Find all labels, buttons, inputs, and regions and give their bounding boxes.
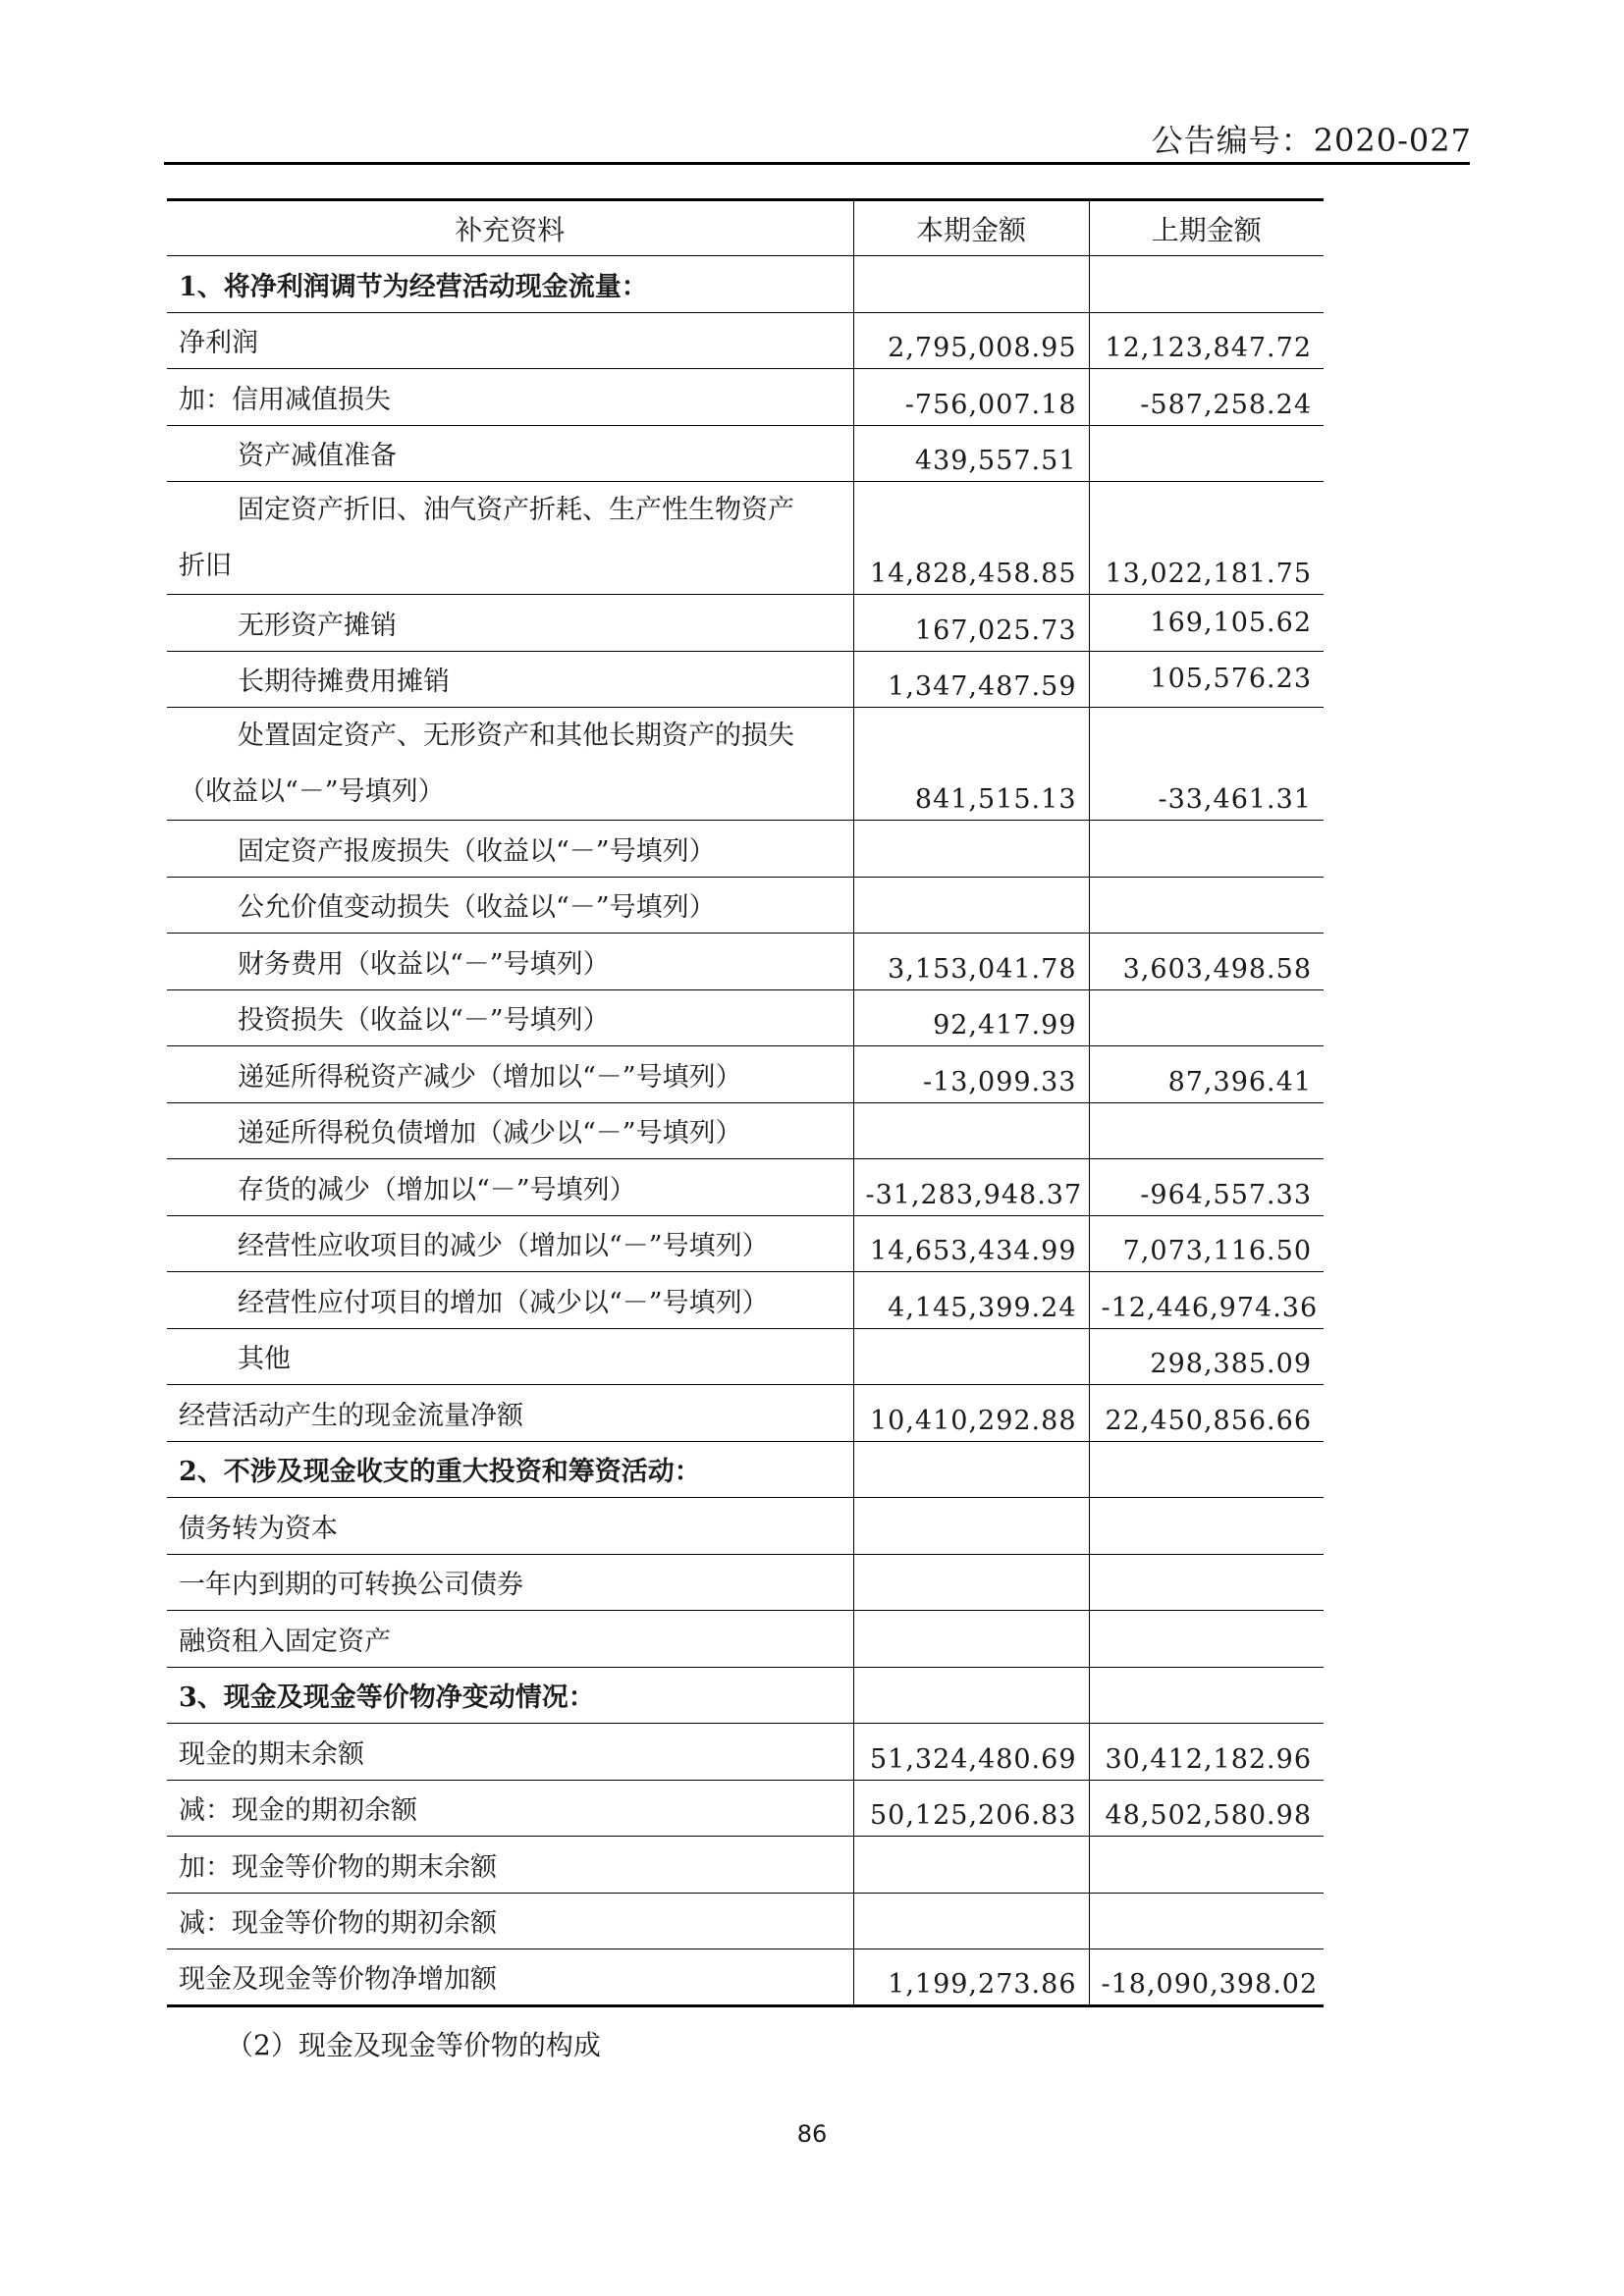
current-period-amount — [853, 1441, 1089, 1498]
row-label: 1、将净利润调节为经营活动现金流量： — [167, 256, 853, 313]
table-row — [167, 256, 1324, 313]
row-label: 债务转为资本 — [167, 1498, 853, 1555]
table-row — [167, 1498, 1324, 1555]
previous-period-amount — [1089, 821, 1324, 878]
current-period-amount — [853, 821, 1089, 878]
table-row — [167, 369, 1324, 426]
current-period-amount — [853, 1837, 1089, 1894]
row-label: 现金的期末余额 — [167, 1724, 853, 1781]
row-label: 一年内到期的可转换公司债券 — [167, 1554, 853, 1611]
current-period-amount: 14,828,458.85 — [853, 482, 1089, 595]
row-label: 减：现金等价物的期初余额 — [167, 1893, 853, 1949]
section-caption: （2）现金及现金等价物的构成 — [226, 2029, 601, 2061]
current-period-amount — [853, 1102, 1089, 1159]
table-row — [167, 1724, 1324, 1781]
current-period-amount: -31,283,948.37 — [853, 1159, 1089, 1216]
table-row — [167, 312, 1324, 369]
table-row — [167, 595, 1324, 652]
table-row — [167, 1780, 1324, 1837]
row-label: 资产减值准备 — [167, 425, 853, 482]
row-label: 经营活动产生的现金流量净额 — [167, 1385, 853, 1442]
previous-period-amount: 22,450,856.66 — [1089, 1385, 1324, 1442]
table-row — [167, 1667, 1324, 1724]
previous-period-amount: -18,090,398.02 — [1089, 1949, 1324, 2006]
table-row — [167, 1554, 1324, 1611]
table-row — [167, 1837, 1324, 1894]
row-label: 现金及现金等价物净增加额 — [167, 1949, 853, 2006]
current-period-amount: 10,410,292.88 — [853, 1385, 1089, 1442]
table-row — [167, 1385, 1324, 1442]
supplementary-cashflow-table — [167, 198, 1324, 2007]
previous-period-amount: -33,461.31 — [1089, 708, 1324, 821]
previous-period-amount — [1089, 256, 1324, 313]
table-row — [167, 1215, 1324, 1272]
current-period-amount: 50,125,206.83 — [853, 1780, 1089, 1837]
row-label: 加：现金等价物的期末余额 — [167, 1837, 853, 1894]
table-row — [167, 1046, 1324, 1103]
row-label: 无形资产摊销 — [167, 595, 853, 652]
previous-period-amount — [1089, 877, 1324, 934]
current-period-amount — [853, 256, 1089, 313]
previous-period-amount — [1089, 989, 1324, 1046]
table-row — [167, 708, 1324, 821]
current-period-amount — [853, 1667, 1089, 1724]
previous-period-amount: 12,123,847.72 — [1089, 312, 1324, 369]
table-header-row — [167, 200, 1324, 256]
row-label: 投资损失（收益以“－”号填列） — [167, 989, 853, 1046]
current-period-amount: 841,515.13 — [853, 708, 1089, 821]
table-row — [167, 1159, 1324, 1216]
table-row — [167, 1328, 1324, 1385]
announcement-number: 公告编号：2020-027 — [1151, 122, 1472, 159]
previous-period-amount — [1089, 1498, 1324, 1555]
previous-period-amount — [1089, 1102, 1324, 1159]
page-number: 86 — [796, 2120, 828, 2148]
row-label: 递延所得税负债增加（减少以“－”号填列） — [167, 1102, 853, 1159]
previous-period-amount — [1089, 1837, 1324, 1894]
previous-period-amount: 48,502,580.98 — [1089, 1780, 1324, 1837]
current-period-amount: 51,324,480.69 — [853, 1724, 1089, 1781]
row-label: 减：现金的期初余额 — [167, 1780, 853, 1837]
table-row — [167, 821, 1324, 878]
previous-period-amount — [1089, 1893, 1324, 1949]
current-period-amount: 1,199,273.86 — [853, 1949, 1089, 2006]
table-row — [167, 1611, 1324, 1668]
current-period-amount — [853, 877, 1089, 934]
row-label: 存货的减少（增加以“－”号填列） — [167, 1159, 853, 1216]
previous-period-amount: 30,412,182.96 — [1089, 1724, 1324, 1781]
header-rule — [164, 162, 1470, 165]
table-row — [167, 1441, 1324, 1498]
row-label: 递延所得税资产减少（增加以“－”号填列） — [167, 1046, 853, 1103]
table-row — [167, 877, 1324, 934]
table-row — [167, 1272, 1324, 1329]
table-row — [167, 1102, 1324, 1159]
table-row — [167, 1949, 1324, 2006]
current-period-amount: 14,653,434.99 — [853, 1215, 1089, 1272]
previous-period-amount — [1089, 1611, 1324, 1668]
previous-period-amount: 298,385.09 — [1089, 1328, 1324, 1385]
previous-period-amount: 87,396.41 — [1089, 1046, 1324, 1103]
row-label: 固定资产折旧、油气资产折耗、生产性生物资产 折旧 — [167, 482, 853, 595]
row-label: 其他 — [167, 1328, 853, 1385]
row-label: 3、现金及现金等价物净变动情况： — [167, 1667, 853, 1724]
column-header-current: 本期金额 — [853, 200, 1089, 256]
table-row — [167, 425, 1324, 482]
current-period-amount: 1,347,487.59 — [853, 651, 1089, 708]
current-period-amount — [853, 1611, 1089, 1668]
table-row — [167, 1893, 1324, 1949]
previous-period-amount: 169,105.62 — [1089, 595, 1324, 652]
previous-period-amount: 105,576.23 — [1089, 651, 1324, 708]
table-row — [167, 482, 1324, 595]
row-label: 加：信用减值损失 — [167, 369, 853, 426]
previous-period-amount: -964,557.33 — [1089, 1159, 1324, 1216]
previous-period-amount: 13,022,181.75 — [1089, 482, 1324, 595]
current-period-amount: 167,025.73 — [853, 595, 1089, 652]
current-period-amount: -756,007.18 — [853, 369, 1089, 426]
column-header-item: 补充资料 — [167, 200, 853, 256]
current-period-amount: 2,795,008.95 — [853, 312, 1089, 369]
row-label: 经营性应付项目的增加（减少以“－”号填列） — [167, 1272, 853, 1329]
row-label: 2、不涉及现金收支的重大投资和筹资活动： — [167, 1441, 853, 1498]
previous-period-amount: 3,603,498.58 — [1089, 934, 1324, 990]
row-label: 处置固定资产、无形资产和其他长期资产的损失 （收益以“－”号填列） — [167, 708, 853, 821]
previous-period-amount — [1089, 1441, 1324, 1498]
current-period-amount: 439,557.51 — [853, 425, 1089, 482]
row-label: 长期待摊费用摊销 — [167, 651, 853, 708]
current-period-amount — [853, 1554, 1089, 1611]
current-period-amount: -13,099.33 — [853, 1046, 1089, 1103]
current-period-amount: 4,145,399.24 — [853, 1272, 1089, 1329]
current-period-amount — [853, 1328, 1089, 1385]
table-row — [167, 651, 1324, 708]
row-label: 经营性应收项目的减少（增加以“－”号填列） — [167, 1215, 853, 1272]
previous-period-amount — [1089, 1554, 1324, 1611]
row-label: 财务费用（收益以“－”号填列） — [167, 934, 853, 990]
row-label: 公允价值变动损失（收益以“－”号填列） — [167, 877, 853, 934]
previous-period-amount: -587,258.24 — [1089, 369, 1324, 426]
table-row — [167, 934, 1324, 990]
column-header-previous: 上期金额 — [1089, 200, 1324, 256]
row-label: 融资租入固定资产 — [167, 1611, 853, 1668]
current-period-amount — [853, 1893, 1089, 1949]
row-label: 固定资产报废损失（收益以“－”号填列） — [167, 821, 853, 878]
previous-period-amount: -12,446,974.36 — [1089, 1272, 1324, 1329]
previous-period-amount — [1089, 1667, 1324, 1724]
previous-period-amount: 7,073,116.50 — [1089, 1215, 1324, 1272]
current-period-amount — [853, 1498, 1089, 1555]
row-label: 净利润 — [167, 312, 853, 369]
current-period-amount: 92,417.99 — [853, 989, 1089, 1046]
previous-period-amount — [1089, 425, 1324, 482]
table-row — [167, 989, 1324, 1046]
current-period-amount: 3,153,041.78 — [853, 934, 1089, 990]
